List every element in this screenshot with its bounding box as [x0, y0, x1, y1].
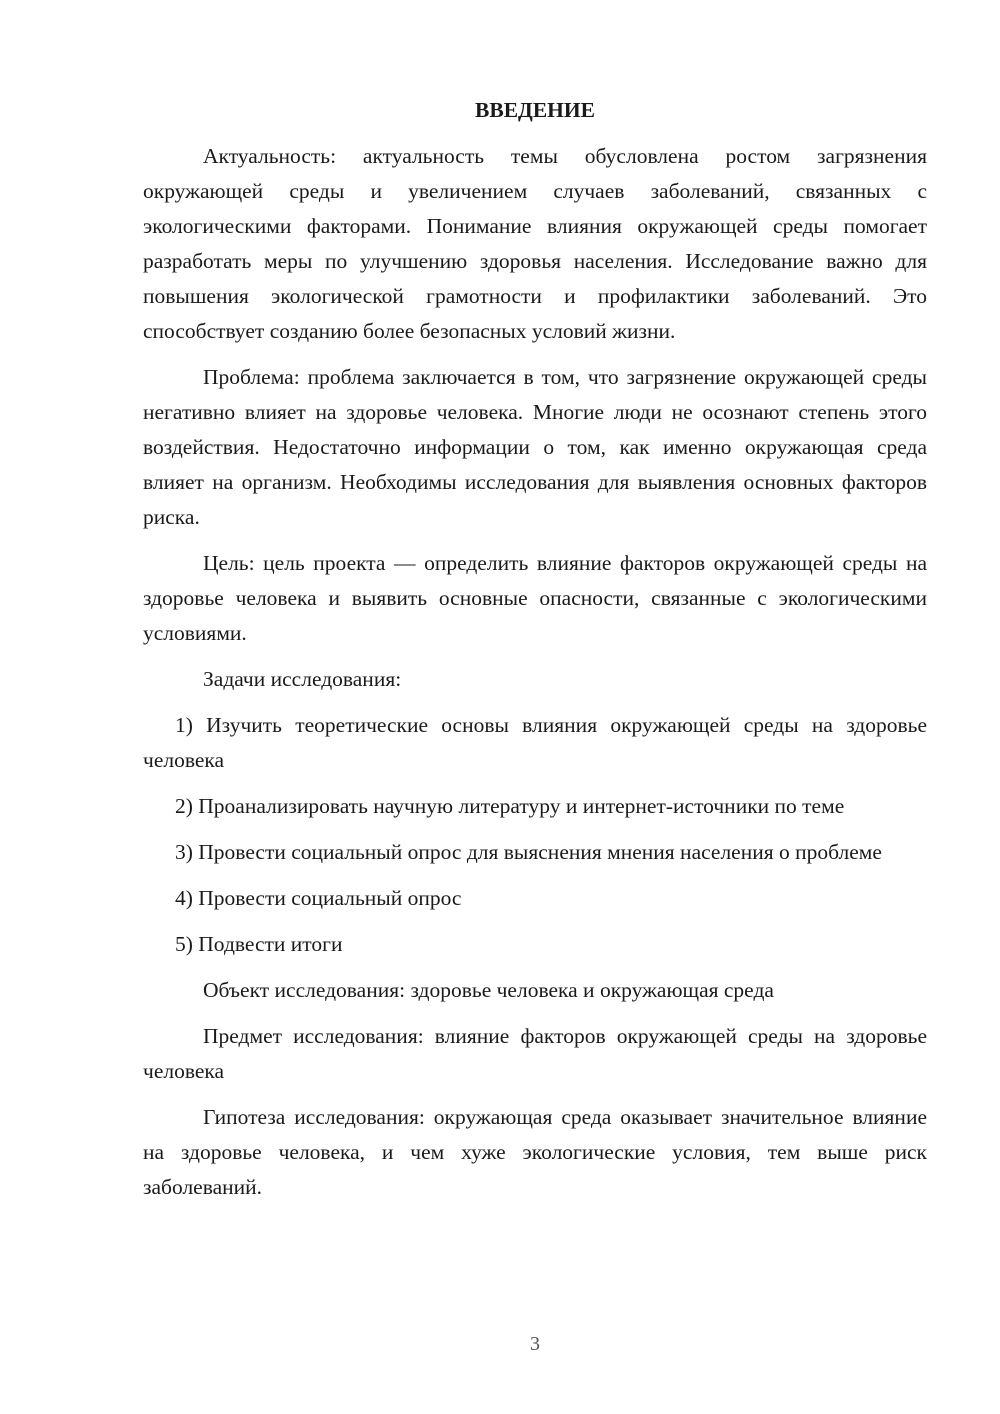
tasks-heading: Задачи исследования:	[203, 667, 402, 691]
task-item: 4) Провести социальный опрос	[175, 886, 462, 910]
goal-paragraph: Цель: цель проекта — определить влияние факторов окружающей среды на здоровье человека и выявить основные опасности, связанные с экологическими условиями.	[143, 551, 927, 645]
research-subject: Предмет исследования: влияние факторов окружающей среды на здоровье человека	[143, 1024, 927, 1083]
research-hypothesis: Гипотеза исследования: окружающая среда оказывает значительное влияние на здоровье человека, и чем хуже экологические условия, тем выше риск заболеваний.	[143, 1105, 927, 1199]
task-item: 3) Провести социальный опрос для выяснения мнения населения о проблеме	[175, 840, 882, 864]
relevance-paragraph: Актуальность: актуальность темы обусловлена ростом загрязнения окружающей среды и увеличением случаев заболеваний, связанных с экологическими факторами. Понимание влияния окружающей среды помогает разработать меры по улучшению здоровья населения. Исследование важно для повышения экологической грамотности и профилактики заболеваний. Это способствует созданию более безопасных условий жизни.	[143, 144, 927, 343]
problem-paragraph: Проблема: проблема заключается в том, что загрязнение окружающей среды негативно влияет на здоровье человека. Многие люди не осознают степень этого воздействия. Недостаточно информации о том, как именно окружающая среда влияет на организм. Необходимы исследования для выявления основных факторов риска.	[143, 365, 927, 529]
section-title: ВВЕДЕНИЕ	[475, 98, 595, 122]
task-item: 1) Изучить теоретические основы влияния окружающей среды на здоровье человека	[143, 713, 927, 772]
research-object: Объект исследования: здоровье человека и окружающая среда	[203, 978, 774, 1002]
task-item: 5) Подвести итоги	[175, 932, 343, 956]
page-number: 3	[530, 1333, 540, 1355]
page-content	[143, 93, 927, 1216]
task-item: 2) Проанализировать научную литературу и интернет-источники по теме	[175, 794, 845, 818]
